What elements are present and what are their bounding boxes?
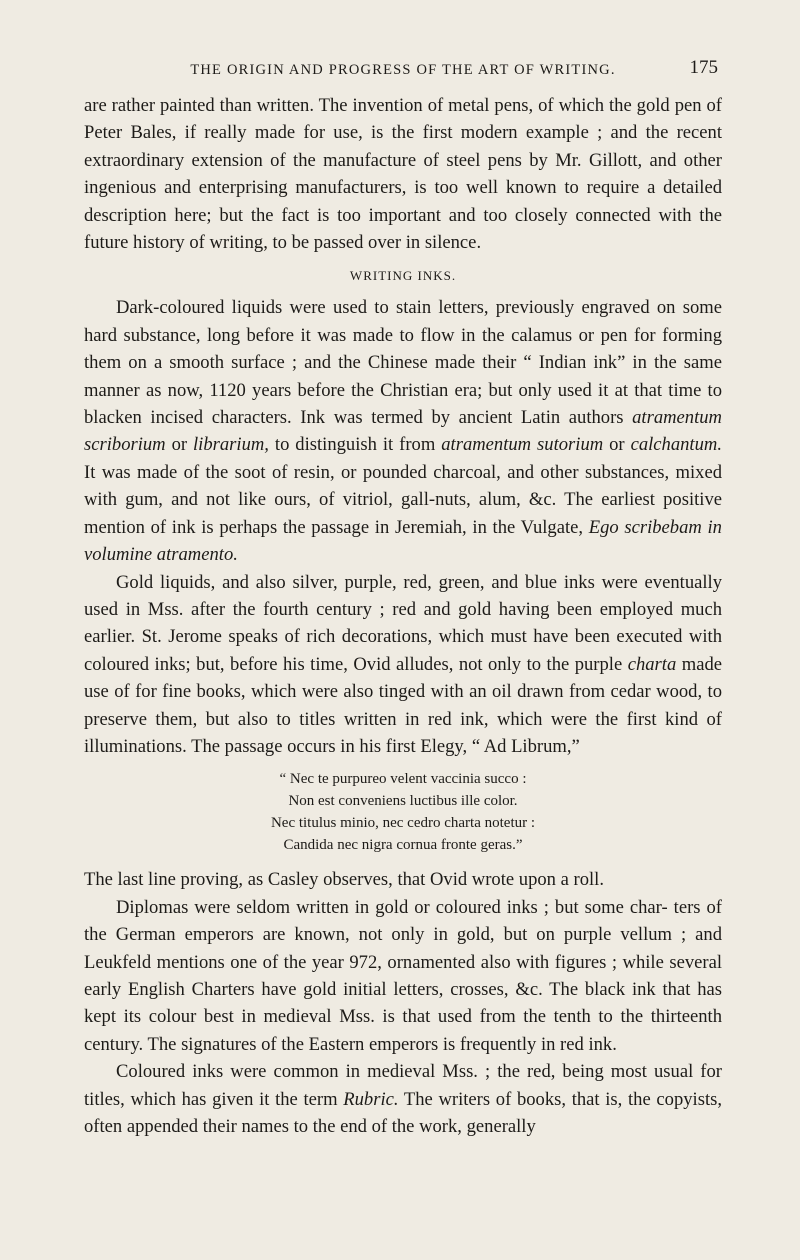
text-run: to distinguish it from <box>268 434 442 456</box>
section-heading: WRITING INKS. <box>349 268 457 284</box>
paragraph-coloured-inks <box>84 1058 722 1140</box>
italic-term: atramentum scriborium <box>84 407 722 456</box>
paragraph-diplomas: Diplomas were seldom written in gold or coloured inks ; but some char- ters of the German emperors are known, not only in gold, but on purple vellum ; and Leukfeld mentions one of the year 972, ornamented also with figures ; while several early English Charters have gold initial letters, crosses, &c. The black ink that has kept its colour best in medieval Mss. is that used from the tenth to the thirteenth century. The signatures of the Eastern emperors is frequently in red ink. <box>84 896 722 1055</box>
italic-quote: Ego scribebam in volumine atramento. <box>84 516 722 566</box>
text-run: The writers of books, that is, the copyists, often appended their names to the end of the work, generally <box>84 1088 722 1137</box>
paragraph-last-line: The last line proving, as Casley observes, that Ovid wrote upon a roll. <box>84 869 604 891</box>
italic-term: Rubric. <box>343 1088 399 1110</box>
italic-term: atramentum sutorium <box>441 434 604 456</box>
italic-term: charta <box>627 653 677 675</box>
verse-line: “ Nec te purpureo velent vaccinia succo : <box>279 771 527 788</box>
text-run: It was made of the soot of resin, or pounded charcoal, and other substances, mixed with gum, and not like ours, of vitriol, gall-nuts, alum, &c. The earliest positive mention of ink is perhaps the passage in Jeremiah, in the Vulgate, <box>84 461 722 538</box>
page-number: 175 <box>689 57 718 78</box>
text-run: Dark-coloured liquids were used to stain letters, previously engraved on some hard substance, long before it was made to flow in the calamus or pen for forming them on a smooth surface ; and the Chinese made their “ Indian ink” in the same manner as now, 1120 years before the Christian era; but only used it at that time to blacken incised characters. Ink was termed by ancient Latin authors <box>84 297 722 429</box>
verse-line: Non est conveniens luctibus ille color. <box>288 793 518 810</box>
verse-line: Candida nec nigra cornua fronte geras.” <box>283 837 523 854</box>
text-run: or <box>165 434 194 456</box>
body-text <box>84 92 722 1140</box>
verse-quote <box>84 768 722 856</box>
verse-line: Nec titulus minio, nec cedro charta notetur : <box>270 815 536 832</box>
running-head: THE ORIGIN AND PROGRESS OF THE ART OF WRITING. <box>190 62 616 78</box>
paragraph-dark-liquids <box>84 294 722 568</box>
paragraph-gold-liquids <box>84 569 722 761</box>
italic-term: calchantum. <box>630 434 722 456</box>
text-run: Gold liquids, and also silver, purple, red, green, and blue inks were eventually used in Mss. after the fourth century ; red and gold having been employed much earlier. St. Jerome speaks of rich decorations, which must have been executed with coloured inks; but, before his time, Ovid alludes, not only to the purple <box>84 571 722 675</box>
text-run: made use of for fine books, which were also tinged with an oil drawn from cedar wood, to preserve them, but also to titles written in red ink, which were the first kind of illuminations. The passage occurs in his first Elegy, “ Ad Librum,” <box>84 653 722 757</box>
italic-term: librarium, <box>193 434 269 456</box>
text-run: Coloured inks were common in medieval Mss. ; the red, being most usual for titles, which has given it the term <box>84 1061 722 1110</box>
paragraph-pens: are rather painted than written. The invention of metal pens, of which the gold pen of Peter Bales, if really made for use, is the first modern example ; and the recent extraordinary extension of the manufacture of steel pens by Mr. Gillott, and other ingenious and enterprising manufacturers, is too well known to require a detailed description here; but the fact is too important and too closely connected with the future history of writing, to be passed over in silence. <box>84 95 722 254</box>
text-run: or <box>603 434 631 456</box>
